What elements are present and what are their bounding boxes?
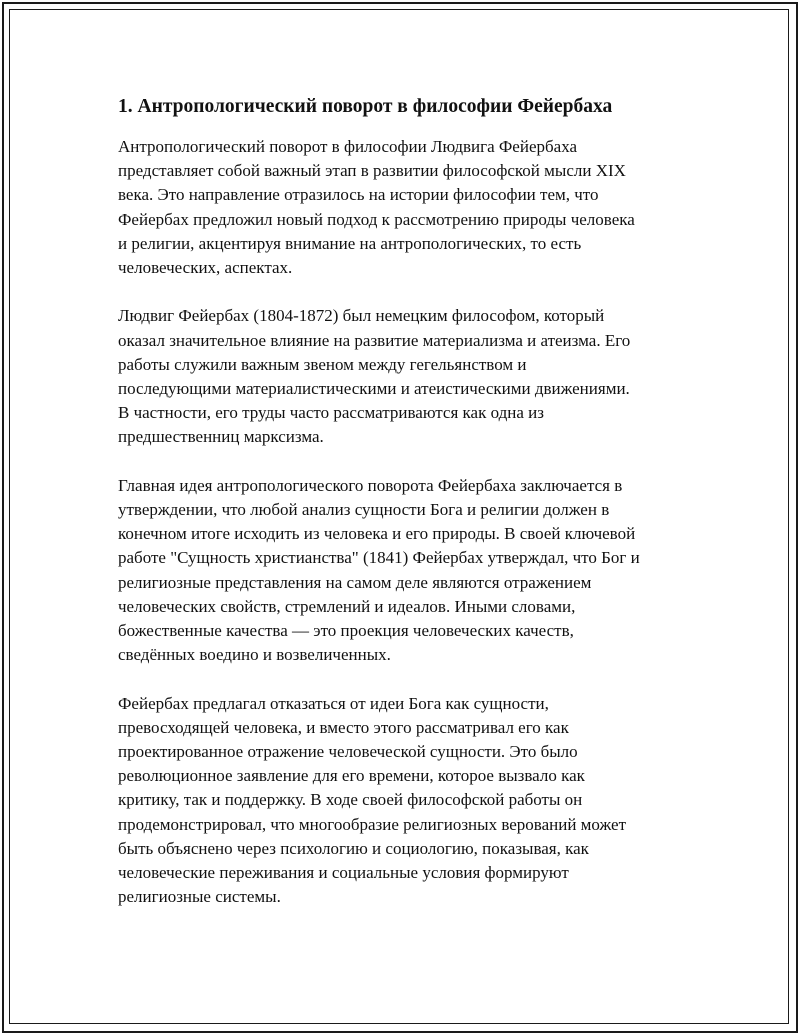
paragraph-line: религиозные системы.: [118, 887, 281, 907]
paragraph-line: человеческих свойств, стремлений и идеалов. Иными словами,: [118, 596, 576, 616]
paragraph-line: человеческих, аспектах.: [118, 258, 293, 278]
paragraph-line: работе "Сущность христианства" (1841) Фейербах утверждал, что Бог и: [118, 548, 640, 568]
paragraph-line: Людвиг Фейербах (1804-1872) был немецким философом, который: [118, 306, 605, 326]
paragraph-line: Фейербах предложил новый подход к рассмотрению природы человека: [118, 209, 635, 229]
paragraph-line: утверждении, что любой анализ сущности Бога и религии должен в: [118, 500, 610, 520]
paragraph-line: конечном итоге исходить из человека и его природы. В своей ключевой: [118, 524, 636, 544]
paragraph-line: проектированное отражение человеческой сущности. Это было: [118, 742, 578, 762]
paragraph-line: работы служили важным звеном между гегельянством и: [118, 354, 527, 374]
paragraph-line: Фейербах предлагал отказаться от идеи Бога как сущности,: [118, 693, 549, 713]
paragraph-line: критику, так и поддержку. В ходе своей философской работы он: [118, 790, 583, 810]
paragraph-line: предшественниц марксизма.: [118, 427, 324, 447]
paragraph-line: В частности, его труды часто рассматриваются как одна из: [118, 403, 544, 423]
document-body: [118, 135, 708, 909]
paragraph-line: представляет собой важный этап в развитии философской мысли XIX: [118, 161, 626, 181]
paragraph-line: сведённых воедино и возвеличенных.: [118, 645, 391, 665]
paragraph-1: [118, 135, 708, 280]
paragraph-gap: [118, 450, 708, 474]
paragraph-line: продемонстрировал, что многообразие религиозных верований может: [118, 814, 627, 834]
paragraph-line: оказал значительное влияние на развитие материализма и атеизма. Его: [118, 330, 631, 350]
paragraph-line: быть объяснено через психологию и социологию, показывая, как: [118, 838, 589, 858]
paragraph-line: Главная идея антропологического поворота Фейербаха заключается в: [118, 475, 623, 495]
paragraph-line: превосходящей человека, и вместо этого рассматривал его как: [118, 717, 569, 737]
paragraph-line: человеческие переживания и социальные условия формируют: [118, 863, 569, 883]
paragraph-gap: [118, 280, 708, 304]
paragraph-line: религиозные представления на самом деле являются отражением: [118, 572, 592, 592]
paragraph-3: [118, 474, 708, 668]
paragraph-line: и религии, акцентируя внимание на антропологических, то есть: [118, 233, 582, 253]
section-heading: 1. Антропологический поворот в философии Фейербаха: [118, 96, 613, 117]
document-content: [118, 93, 708, 909]
paragraph-line: века. Это направление отразилось на истории философии тем, что: [118, 185, 599, 205]
paragraph-line: последующими материалистическими и атеистическими движениями.: [118, 379, 630, 399]
paragraph-line: божественные качества — это проекция человеческих качеств,: [118, 621, 574, 641]
paragraph-4: [118, 692, 708, 910]
paragraph-gap: [118, 667, 708, 691]
paragraph-line: Антропологический поворот в философии Людвига Фейербаха: [118, 137, 578, 156]
paragraph-2: [118, 304, 708, 449]
paragraph-line: революционное заявление для его времени, которое вызвало как: [118, 766, 585, 786]
